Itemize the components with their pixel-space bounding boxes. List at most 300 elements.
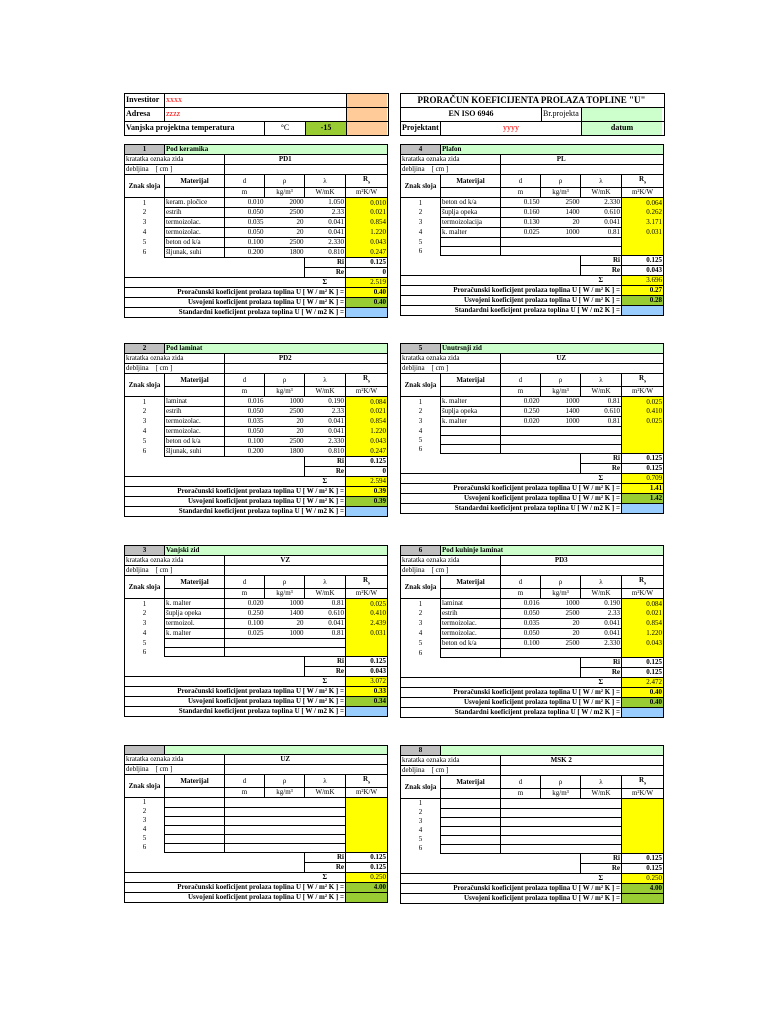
- layer-density[interactable]: 2500: [265, 437, 305, 447]
- layer-resistance: 0.043: [346, 238, 388, 248]
- layer-density[interactable]: [541, 649, 581, 658]
- ri-value: 0.125: [346, 457, 388, 467]
- layer-density[interactable]: [541, 799, 581, 809]
- layer-material[interactable]: [165, 639, 225, 648]
- layer-thickness[interactable]: 0.035: [225, 218, 265, 228]
- layer-material[interactable]: beton od k/a: [165, 238, 225, 248]
- layer-material[interactable]: beton od k/a: [441, 198, 501, 208]
- layer-material[interactable]: [441, 817, 501, 826]
- layer-conductivity[interactable]: 0.041: [581, 629, 622, 639]
- layer-conductivity[interactable]: [581, 427, 622, 436]
- layer-material[interactable]: [441, 436, 501, 445]
- layer-density[interactable]: [541, 445, 581, 454]
- layer-material[interactable]: [441, 247, 501, 256]
- layer-thickness[interactable]: 0.050: [501, 609, 541, 619]
- layer-material[interactable]: [165, 648, 225, 657]
- layer-density[interactable]: 1000: [265, 397, 305, 407]
- layer-thickness[interactable]: 0.100: [225, 619, 265, 629]
- re-spacer: [125, 862, 305, 872]
- layer-density[interactable]: 2500: [541, 639, 581, 649]
- layer-material[interactable]: [441, 427, 501, 436]
- sigma-label: Σ: [581, 474, 622, 484]
- brprojekta-value[interactable]: [582, 108, 662, 121]
- layer-thickness[interactable]: 0.035: [225, 417, 265, 427]
- u-std-value[interactable]: [346, 507, 388, 517]
- investitor-value[interactable]: xxxx: [166, 95, 182, 104]
- u-adopt-value[interactable]: 4.00: [346, 882, 388, 892]
- layer-row: [401, 639, 664, 649]
- layer-row: [125, 198, 388, 208]
- r-letter: R: [639, 576, 645, 584]
- layer-thickness[interactable]: 0.130: [501, 218, 541, 228]
- thickness-value[interactable]: [225, 765, 346, 775]
- layer-thickness[interactable]: [501, 808, 541, 817]
- panel-name[interactable]: Pod keramika: [165, 145, 388, 155]
- layer-conductivity[interactable]: [305, 834, 346, 843]
- u-adopt-value[interactable]: 1.42: [622, 494, 664, 504]
- layer-thickness[interactable]: 0.016: [225, 397, 265, 407]
- layer-thickness[interactable]: 0.250: [225, 609, 265, 619]
- u-adopt-value[interactable]: 0.28: [622, 296, 664, 306]
- r-letter: R: [362, 374, 369, 382]
- ri-label: Ri: [305, 258, 346, 268]
- layer-row: [125, 238, 388, 248]
- layer-row: [401, 619, 664, 629]
- layer-density[interactable]: [541, 247, 581, 256]
- layer-conductivity[interactable]: [581, 844, 622, 853]
- u-std-value[interactable]: [622, 708, 664, 718]
- panel-name[interactable]: [165, 746, 388, 755]
- wall-code[interactable]: PD3: [501, 556, 622, 566]
- layer-conductivity[interactable]: 0.610: [305, 609, 346, 619]
- layer-conductivity[interactable]: 0.81: [581, 417, 622, 427]
- layer-resistance: 0.854: [346, 218, 388, 228]
- layer-density[interactable]: 1400: [541, 407, 581, 417]
- layer-thickness[interactable]: 0.020: [225, 599, 265, 609]
- layer-conductivity[interactable]: [305, 843, 346, 852]
- layer-material[interactable]: [441, 649, 501, 658]
- panel-name[interactable]: Plafon: [441, 145, 664, 155]
- u-adopt-value[interactable]: 0.39: [346, 497, 388, 507]
- code-spacer: [622, 556, 664, 566]
- layer-material[interactable]: šljunak, suhi: [165, 248, 225, 258]
- layer-material[interactable]: šljunak, suhi: [165, 447, 225, 457]
- layer-material[interactable]: estrih: [165, 407, 225, 417]
- layer-material[interactable]: termoizol.: [165, 619, 225, 629]
- layer-number: 4: [125, 629, 165, 639]
- layer-density[interactable]: 1800: [265, 248, 305, 258]
- ri-value: 0.125: [622, 658, 664, 668]
- d-unit: m: [501, 589, 541, 599]
- layer-thickness[interactable]: 0.025: [501, 228, 541, 238]
- thickness-value[interactable]: [501, 364, 622, 374]
- layer-number: 3: [125, 619, 165, 629]
- layer-thickness[interactable]: 0.035: [501, 619, 541, 629]
- layer-density[interactable]: 2000: [265, 198, 305, 208]
- layer-thickness[interactable]: [501, 817, 541, 826]
- layer-thickness[interactable]: [225, 639, 265, 648]
- layer-conductivity[interactable]: [581, 799, 622, 809]
- layer-density[interactable]: 1000: [265, 629, 305, 639]
- layer-density[interactable]: [265, 807, 305, 816]
- u-adopt-value[interactable]: 4.00: [622, 883, 664, 893]
- layer-conductivity[interactable]: 2.330: [305, 238, 346, 248]
- layer-density[interactable]: 1000: [541, 228, 581, 238]
- layer-thickness[interactable]: [225, 816, 265, 825]
- layer-conductivity[interactable]: 2.33: [581, 609, 622, 619]
- cm-unit: [ cm ]: [155, 765, 173, 773]
- layer-material[interactable]: [165, 825, 225, 834]
- code-label: kratatka oznaka zida: [401, 354, 501, 364]
- u-calc-label: Proračunski koeficijent prolaza toplina U [ W / m² K ] =: [125, 288, 346, 298]
- code-label: kratatka oznaka zida: [125, 755, 225, 765]
- layer-material[interactable]: šuplja opeka: [165, 609, 225, 619]
- layer-conductivity[interactable]: 0.041: [305, 417, 346, 427]
- layer-thickness[interactable]: 0.100: [225, 437, 265, 447]
- layer-conductivity[interactable]: [305, 816, 346, 825]
- layer-material[interactable]: beton od k/a: [165, 437, 225, 447]
- u-adopt-value[interactable]: 0.40: [622, 698, 664, 708]
- layer-conductivity[interactable]: [305, 648, 346, 657]
- r-sub: s: [368, 780, 371, 786]
- layer-material[interactable]: beton od k/a: [441, 639, 501, 649]
- u-adopt-value-2: [622, 893, 664, 903]
- layer-density[interactable]: 2500: [541, 609, 581, 619]
- layer-material[interactable]: k. malter: [165, 629, 225, 639]
- layer-row: [125, 834, 388, 843]
- thickness-value[interactable]: [225, 165, 346, 175]
- layer-thickness[interactable]: [225, 807, 265, 816]
- layer-thickness[interactable]: [501, 799, 541, 809]
- re-value: 0.043: [622, 266, 664, 276]
- layer-conductivity[interactable]: 0.81: [305, 629, 346, 639]
- layer-density[interactable]: [541, 844, 581, 853]
- layer-material[interactable]: šuplja opeka: [441, 407, 501, 417]
- layer-material[interactable]: [441, 808, 501, 817]
- layer-conductivity[interactable]: 2.330: [581, 639, 622, 649]
- layer-density[interactable]: 1000: [541, 417, 581, 427]
- layer-density[interactable]: [265, 798, 305, 808]
- layer-material[interactable]: [441, 238, 501, 247]
- layer-material[interactable]: termoizolacija: [441, 218, 501, 228]
- layer-row: [125, 648, 388, 657]
- layer-material[interactable]: estrih: [441, 609, 501, 619]
- layer-density[interactable]: 1000: [541, 397, 581, 407]
- wall-code[interactable]: MSK 2: [501, 756, 622, 766]
- layer-conductivity[interactable]: 0.041: [305, 228, 346, 238]
- layer-thickness[interactable]: [501, 436, 541, 445]
- layer-thickness[interactable]: [225, 825, 265, 834]
- datum-field[interactable]: datum: [582, 122, 662, 135]
- layer-density[interactable]: 2500: [265, 238, 305, 248]
- layer-material[interactable]: termoizolac.: [165, 218, 225, 228]
- layer-conductivity[interactable]: 0.610: [581, 208, 622, 218]
- layer-density[interactable]: 20: [265, 619, 305, 629]
- layer-thickness[interactable]: [501, 445, 541, 454]
- layer-conductivity[interactable]: [581, 826, 622, 835]
- layer-conductivity[interactable]: 0.810: [305, 447, 346, 457]
- layer-material[interactable]: [441, 826, 501, 835]
- layer-thickness[interactable]: [225, 843, 265, 852]
- layer-conductivity[interactable]: [305, 798, 346, 808]
- layer-material[interactable]: [441, 844, 501, 853]
- layer-conductivity[interactable]: [305, 825, 346, 834]
- layer-material[interactable]: šuplja opeka: [441, 208, 501, 218]
- layer-conductivity[interactable]: 0.81: [581, 397, 622, 407]
- layer-conductivity[interactable]: 2.330: [305, 437, 346, 447]
- layer-density[interactable]: 20: [265, 417, 305, 427]
- layer-conductivity[interactable]: 0.041: [305, 218, 346, 228]
- panel-name[interactable]: Pod kuhinje laminat: [441, 546, 664, 556]
- layer-density[interactable]: [265, 639, 305, 648]
- layer-number: 6: [401, 844, 441, 853]
- layer-material[interactable]: k. malter: [441, 397, 501, 407]
- layer-conductivity[interactable]: [581, 436, 622, 445]
- wall-code[interactable]: UZ: [501, 354, 622, 364]
- layer-material[interactable]: [165, 843, 225, 852]
- layer-resistance: 0.262: [622, 208, 664, 218]
- layer-thickness[interactable]: 0.250: [501, 407, 541, 417]
- layer-density[interactable]: [541, 817, 581, 826]
- layer-conductivity[interactable]: [581, 649, 622, 658]
- layer-density[interactable]: 20: [541, 218, 581, 228]
- layer-density[interactable]: 20: [265, 218, 305, 228]
- projektant-label: Projektant: [401, 122, 441, 135]
- d-unit: m: [501, 387, 541, 397]
- thickness-label: [401, 566, 501, 576]
- layer-material[interactable]: termoizolac.: [441, 629, 501, 639]
- layer-density[interactable]: [541, 808, 581, 817]
- layer-thickness[interactable]: [501, 844, 541, 853]
- layer-thickness[interactable]: 0.020: [501, 397, 541, 407]
- layer-density[interactable]: [541, 436, 581, 445]
- layer-density[interactable]: [265, 825, 305, 834]
- wall-code[interactable]: PD2: [225, 354, 346, 364]
- layer-conductivity[interactable]: 0.041: [581, 218, 622, 228]
- code-spacer: [622, 756, 664, 766]
- layer-conductivity[interactable]: [581, 445, 622, 454]
- layer-material[interactable]: k. malter: [165, 599, 225, 609]
- layer-conductivity[interactable]: [581, 817, 622, 826]
- layer-thickness[interactable]: [225, 648, 265, 657]
- lambda-unit: W/mK: [581, 387, 622, 397]
- layer-row: [401, 609, 664, 619]
- layer-density[interactable]: [265, 816, 305, 825]
- layer-thickness[interactable]: 0.025: [225, 629, 265, 639]
- layer-material[interactable]: laminat: [165, 397, 225, 407]
- page-title: PRORAČUN KOEFICIJENTA PROLAZA TOPLINE "U": [417, 95, 646, 105]
- layer-thickness[interactable]: 0.050: [225, 228, 265, 238]
- layer-number: 6: [125, 248, 165, 258]
- layer-row: [401, 629, 664, 639]
- layer-thickness[interactable]: 0.200: [225, 248, 265, 258]
- layer-row: [401, 436, 664, 445]
- layer-thickness[interactable]: 0.200: [225, 447, 265, 457]
- layer-number: 3: [401, 619, 441, 629]
- u-std-value[interactable]: [622, 306, 664, 316]
- layer-thickness[interactable]: [501, 238, 541, 247]
- layer-thickness[interactable]: [501, 835, 541, 844]
- layer-material[interactable]: estrih: [165, 208, 225, 218]
- re-spacer: [125, 667, 305, 677]
- wall-code[interactable]: PD1: [225, 155, 346, 165]
- material-header: Materijal: [165, 374, 225, 387]
- material-unit: [441, 789, 501, 799]
- layer-resistance: [622, 445, 664, 454]
- layer-thickness[interactable]: [501, 427, 541, 436]
- layer-thickness[interactable]: 0.050: [501, 629, 541, 639]
- layer-density[interactable]: [541, 427, 581, 436]
- layer-thickness[interactable]: 0.050: [225, 208, 265, 218]
- layer-thickness[interactable]: [501, 649, 541, 658]
- layer-thickness[interactable]: 0.150: [501, 198, 541, 208]
- layer-density[interactable]: 20: [265, 427, 305, 437]
- layer-density[interactable]: 1000: [541, 599, 581, 609]
- layer-conductivity[interactable]: 1.050: [305, 198, 346, 208]
- layer-density[interactable]: 2500: [265, 407, 305, 417]
- layer-material[interactable]: [165, 798, 225, 808]
- layer-material[interactable]: [441, 835, 501, 844]
- layer-conductivity[interactable]: 0.041: [305, 427, 346, 437]
- layer-thickness[interactable]: 0.050: [225, 407, 265, 417]
- layer-material[interactable]: termoizolac.: [165, 417, 225, 427]
- layer-density[interactable]: 20: [541, 629, 581, 639]
- layer-material[interactable]: [165, 807, 225, 816]
- thickness-value[interactable]: [501, 566, 622, 576]
- layer-material[interactable]: [165, 816, 225, 825]
- layer-density[interactable]: [265, 843, 305, 852]
- layer-material[interactable]: [441, 445, 501, 454]
- layer-thickness[interactable]: 0.100: [501, 639, 541, 649]
- rho-header: ρ: [265, 374, 305, 387]
- layer-conductivity[interactable]: 0.190: [581, 599, 622, 609]
- layer-density[interactable]: 20: [265, 228, 305, 238]
- layer-conductivity[interactable]: 2.330: [581, 198, 622, 208]
- layer-material[interactable]: [441, 799, 501, 809]
- u-std-value[interactable]: [346, 707, 388, 717]
- layer-thickness[interactable]: [225, 798, 265, 808]
- wall-code[interactable]: PL: [501, 155, 622, 165]
- layer-conductivity[interactable]: [581, 247, 622, 256]
- layer-row: [401, 397, 664, 407]
- r-letter: R: [639, 776, 645, 784]
- thickness-value[interactable]: [225, 364, 346, 374]
- layer-thickness[interactable]: 0.010: [225, 198, 265, 208]
- sigma-spacer: [125, 278, 305, 288]
- layer-conductivity[interactable]: 2.33: [305, 208, 346, 218]
- panel-3: [124, 343, 387, 517]
- layer-conductivity[interactable]: 2.33: [305, 407, 346, 417]
- wall-code[interactable]: UZ: [225, 755, 346, 765]
- layer-conductivity[interactable]: 0.81: [581, 228, 622, 238]
- layer-density[interactable]: [541, 826, 581, 835]
- layer-density[interactable]: 1400: [265, 609, 305, 619]
- layer-density[interactable]: 2500: [541, 198, 581, 208]
- layer-material[interactable]: termoizolac.: [165, 427, 225, 437]
- layer-conductivity[interactable]: 0.81: [305, 599, 346, 609]
- layer-conductivity[interactable]: [581, 238, 622, 247]
- adresa-value[interactable]: zzzz: [166, 109, 181, 118]
- u-std-value[interactable]: [346, 308, 388, 318]
- layer-material[interactable]: k. malter: [441, 228, 501, 238]
- layer-conductivity[interactable]: [581, 808, 622, 817]
- u-adopt-value[interactable]: 0.34: [346, 697, 388, 707]
- layer-material[interactable]: [165, 834, 225, 843]
- layer-thickness[interactable]: [225, 834, 265, 843]
- u-std-value[interactable]: [622, 504, 664, 514]
- layer-density[interactable]: 2500: [265, 208, 305, 218]
- projektant-value[interactable]: yyyy: [441, 122, 582, 135]
- layer-thickness[interactable]: [501, 247, 541, 256]
- code-spacer: [346, 755, 388, 765]
- layer-conductivity[interactable]: 0.610: [581, 407, 622, 417]
- ri-spacer: [125, 258, 305, 268]
- rho-header: ρ: [541, 776, 581, 789]
- layer-thickness[interactable]: 0.020: [501, 417, 541, 427]
- lambda-header: λ: [305, 374, 346, 387]
- layer-thickness[interactable]: 0.100: [225, 238, 265, 248]
- layer-resistance: [622, 844, 664, 853]
- re-spacer: [401, 266, 581, 276]
- layer-conductivity[interactable]: [305, 807, 346, 816]
- layer-density[interactable]: [541, 835, 581, 844]
- panel-name[interactable]: Pod laminat: [165, 344, 388, 354]
- sigma-spacer: [125, 677, 305, 687]
- layer-conductivity[interactable]: 0.041: [305, 619, 346, 629]
- layer-density[interactable]: 1400: [541, 208, 581, 218]
- panel-6: [400, 545, 663, 718]
- layer-density[interactable]: [265, 648, 305, 657]
- sigma-value: 3.072: [346, 677, 388, 687]
- layer-density[interactable]: 1800: [265, 447, 305, 457]
- layer-resistance: 0.854: [622, 619, 664, 629]
- wall-code[interactable]: VZ: [225, 556, 346, 566]
- layer-material[interactable]: termoizolac.: [441, 619, 501, 629]
- layer-density[interactable]: [541, 238, 581, 247]
- layer-conductivity[interactable]: [305, 639, 346, 648]
- layer-density[interactable]: 1000: [265, 599, 305, 609]
- layer-number: 3: [125, 218, 165, 228]
- layer-thickness[interactable]: 0.160: [501, 208, 541, 218]
- thickness-value[interactable]: [225, 566, 346, 576]
- panel-name[interactable]: [441, 746, 664, 756]
- re-label: Re: [305, 862, 346, 872]
- layer-thickness[interactable]: 0.050: [225, 427, 265, 437]
- layer-density[interactable]: 20: [541, 619, 581, 629]
- thickness-label: [125, 566, 225, 576]
- temp-value[interactable]: -15: [306, 122, 346, 135]
- panel-name[interactable]: Vanjski zid: [165, 546, 388, 556]
- layer-conductivity[interactable]: [581, 835, 622, 844]
- thickness-value[interactable]: [501, 766, 622, 776]
- layer-row: [401, 835, 664, 844]
- layer-material[interactable]: laminat: [441, 599, 501, 609]
- layer-conductivity[interactable]: 0.810: [305, 248, 346, 258]
- layer-material[interactable]: k. malter: [441, 417, 501, 427]
- code-spacer: [346, 155, 388, 165]
- layer-thickness[interactable]: 0.016: [501, 599, 541, 609]
- layer-resistance: 0.854: [346, 417, 388, 427]
- thickness-value[interactable]: [501, 165, 622, 175]
- u-adopt-value[interactable]: 0.40: [346, 298, 388, 308]
- layer-conductivity[interactable]: 0.041: [581, 619, 622, 629]
- layer-material[interactable]: termoizolac.: [165, 228, 225, 238]
- panel-name[interactable]: Unutrsnji zid: [441, 344, 664, 354]
- layer-material[interactable]: keram. pločice: [165, 198, 225, 208]
- layer-thickness[interactable]: [501, 826, 541, 835]
- layer-density[interactable]: [265, 834, 305, 843]
- layer-conductivity[interactable]: 0.190: [305, 397, 346, 407]
